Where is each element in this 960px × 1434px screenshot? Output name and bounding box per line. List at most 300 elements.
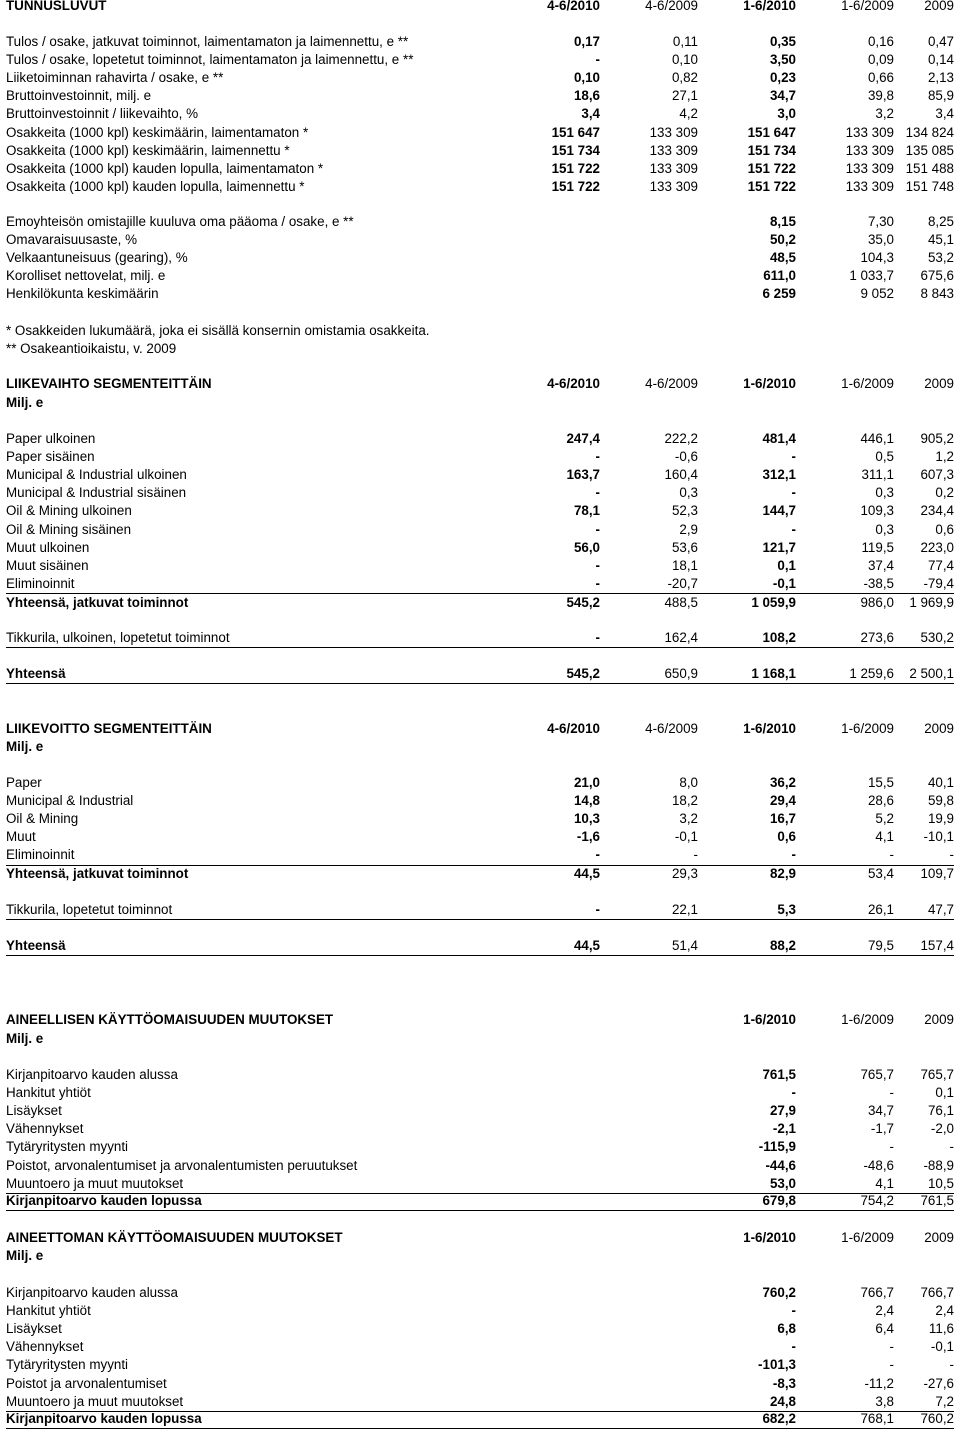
row-value: 10,3 <box>573 811 600 827</box>
row-value: 905,2 <box>920 431 954 446</box>
column-header: 1-6/2009 <box>841 1230 894 1245</box>
row-value: -38,5 <box>863 575 894 591</box>
row-value: 53,6 <box>671 539 698 555</box>
row-label: Oil & Mining sisäinen <box>6 521 132 537</box>
unit-label: Milj. e <box>6 739 44 754</box>
table-row <box>6 575 954 594</box>
unit-row <box>6 1030 954 1048</box>
discontinued-row <box>6 629 954 648</box>
row-value: - <box>949 1357 954 1373</box>
table-row <box>6 539 954 557</box>
row-value: 5,3 <box>777 902 796 917</box>
section-header-row <box>6 0 954 15</box>
row-value: 247,4 <box>566 431 600 446</box>
row-value: 11,6 <box>928 1321 954 1337</box>
row-value: 1 033,7 <box>849 268 894 284</box>
row-value: -0,1 <box>674 829 698 845</box>
row-value: 76,1 <box>927 1103 954 1119</box>
unit-row <box>6 1247 954 1265</box>
row-label: Tulos / osake, lopetetut toiminnot, laimentamaton ja laimennettu, e ** <box>6 52 414 68</box>
table-row <box>6 846 954 865</box>
row-value: 14,8 <box>573 793 600 809</box>
row-value: 133 309 <box>845 160 894 176</box>
row-value: 223,0 <box>920 539 954 555</box>
table-row <box>6 160 954 178</box>
row-value: 44,5 <box>573 938 600 953</box>
row-value: 2,9 <box>679 521 698 537</box>
row-value: 47,7 <box>927 902 954 917</box>
row-value: - <box>791 521 796 537</box>
row-value: 675,6 <box>920 268 954 284</box>
column-header: 1-6/2010 <box>743 1012 796 1027</box>
row-value: 48,5 <box>769 250 796 266</box>
row-value: 0,2 <box>935 485 954 501</box>
column-header: 1-6/2009 <box>841 0 894 13</box>
row-value: - <box>693 847 698 863</box>
row-value: 1 969,9 <box>909 595 954 610</box>
row-value: 3,2 <box>875 106 894 122</box>
table-row <box>6 87 954 105</box>
row-value: 760,2 <box>762 1285 796 1300</box>
row-value: - <box>595 847 600 863</box>
row-label: Municipal & Industrial <box>6 793 134 809</box>
row-value: 151 734 <box>747 142 796 158</box>
row-value: - <box>889 1339 894 1355</box>
row-value: -79,4 <box>923 575 954 591</box>
row-label: Paper sisäinen <box>6 449 95 465</box>
row-value: 481,4 <box>762 431 796 446</box>
table-row <box>6 142 954 160</box>
table-row <box>6 1084 954 1102</box>
row-value: 761,5 <box>762 1067 796 1082</box>
unit-label: Milj. e <box>6 1031 44 1046</box>
table-row <box>6 1302 954 1320</box>
column-header: 1-6/2010 <box>743 0 796 13</box>
column-header: 4-6/2010 <box>547 376 600 391</box>
row-label: Osakkeita (1000 kpl) kauden lopulla, laimennettu * <box>6 178 305 194</box>
row-label: Paper <box>6 775 42 790</box>
unit-row <box>6 738 954 756</box>
row-value: 133 309 <box>845 124 894 140</box>
row-label: Kirjanpitoarvo kauden lopussa <box>6 1193 202 1208</box>
row-value: - <box>889 1085 894 1101</box>
row-value: - <box>791 449 796 465</box>
row-value: 4,1 <box>875 829 894 845</box>
row-value: -101,3 <box>758 1357 796 1373</box>
row-value: 3,2 <box>679 811 698 827</box>
row-label: Yhteensä, jatkuvat toiminnot <box>6 595 189 610</box>
table-row <box>6 1375 954 1393</box>
table-row <box>6 1356 954 1374</box>
row-value: 7,30 <box>867 214 894 229</box>
table-row <box>6 828 954 846</box>
row-value: 8,0 <box>679 775 698 790</box>
table-row <box>6 178 954 196</box>
row-value: 2,4 <box>935 1303 954 1319</box>
row-value: 0,3 <box>875 485 894 501</box>
row-value: 53,0 <box>769 1175 796 1191</box>
row-value: - <box>595 902 600 917</box>
row-value: 6,8 <box>777 1321 796 1337</box>
row-label: Vähennykset <box>6 1121 84 1137</box>
table-row <box>6 430 954 448</box>
row-label: Poistot ja arvonalentumiset <box>6 1375 167 1391</box>
row-value: -11,2 <box>864 1375 894 1391</box>
row-value: 133 309 <box>649 160 698 176</box>
row-value: - <box>595 630 600 645</box>
row-value: 162,4 <box>664 630 698 645</box>
row-value: 51,4 <box>671 938 698 953</box>
row-value: 108,2 <box>762 630 796 645</box>
row-label: Muut <box>6 829 36 845</box>
row-value: 18,1 <box>671 557 698 573</box>
row-value: 29,4 <box>769 793 796 809</box>
column-header: 1-6/2009 <box>841 721 894 736</box>
row-value: -88,9 <box>923 1157 954 1173</box>
table-row <box>6 484 954 502</box>
row-value: 5,2 <box>875 811 894 827</box>
column-header: 4-6/2010 <box>547 0 600 13</box>
footnote-text: ** Osakeantioikaistu, v. 2009 <box>6 341 177 357</box>
row-label: Osakkeita (1000 kpl) kauden lopulla, laimentamaton * <box>6 160 324 176</box>
row-label: Muut ulkoinen <box>6 539 90 555</box>
row-value: - <box>791 1085 796 1101</box>
table-row <box>6 285 954 303</box>
row-value: 0,6 <box>777 829 796 845</box>
row-value: 8 843 <box>920 286 954 302</box>
row-value: 133 309 <box>845 142 894 158</box>
row-value: 134 824 <box>905 124 954 140</box>
row-label: Eliminoinnit <box>6 575 75 591</box>
table-row <box>6 105 954 123</box>
subtotal-row <box>6 865 954 883</box>
row-label: Emoyhteisön omistajille kuuluva oma pääoma / osake, e ** <box>6 214 354 229</box>
row-value: 133 309 <box>845 178 894 194</box>
row-value: 40,1 <box>927 775 954 790</box>
row-value: 39,8 <box>867 88 894 104</box>
footnote-text: * Osakkeiden lukumäärä, joka ei sisällä konsernin omistamia osakkeita. <box>6 323 430 338</box>
row-value: - <box>595 485 600 501</box>
row-value: - <box>595 449 600 465</box>
row-value: 3,4 <box>935 106 954 122</box>
row-value: 3,50 <box>769 52 796 68</box>
row-label: Osakkeita (1000 kpl) keskimäärin, laimennettu * <box>6 142 290 158</box>
row-value: 50,2 <box>769 232 796 248</box>
table-row <box>6 448 954 466</box>
section-title: AINEETTOMAN KÄYTTÖOMAISUUDEN MUUTOKSET <box>6 1230 343 1245</box>
row-label: Omavaraisuusaste, % <box>6 232 137 248</box>
row-value: 22,1 <box>671 902 698 917</box>
row-value: 679,8 <box>762 1193 796 1208</box>
row-value: -8,3 <box>772 1375 796 1391</box>
table-row <box>6 33 954 51</box>
row-value: 4,1 <box>875 1175 894 1191</box>
row-value: 35,0 <box>867 232 894 248</box>
row-value: 133 309 <box>649 124 698 140</box>
row-value: 1 059,9 <box>751 595 796 610</box>
row-value: 151 722 <box>551 178 600 194</box>
row-value: 4,2 <box>679 106 698 122</box>
row-label: Kirjanpitoarvo kauden alussa <box>6 1067 178 1082</box>
row-label: Oil & Mining <box>6 811 79 827</box>
column-header: 4-6/2009 <box>645 721 698 736</box>
column-header: 1-6/2009 <box>841 1012 894 1027</box>
row-value: 18,6 <box>573 88 600 104</box>
row-value: 37,4 <box>867 557 894 573</box>
table-row <box>6 557 954 575</box>
row-value: 0,23 <box>769 70 796 86</box>
row-value: 151 722 <box>747 160 796 176</box>
column-header: 2009 <box>924 0 954 13</box>
column-header: 2009 <box>924 1012 954 1027</box>
row-value: 135 085 <box>905 142 954 158</box>
section-title: TUNNUSLUVUT <box>6 0 107 13</box>
unit-row <box>6 394 954 412</box>
row-label: Tikkurila, ulkoinen, lopetetut toiminnot <box>6 630 230 645</box>
row-value: 273,6 <box>860 630 894 645</box>
table-row <box>6 1138 954 1156</box>
row-value: 133 309 <box>649 142 698 158</box>
row-value: 312,1 <box>762 467 796 483</box>
row-value: 3,8 <box>875 1393 894 1409</box>
row-value: 151 722 <box>551 160 600 176</box>
row-value: 0,16 <box>867 34 894 49</box>
table-row <box>6 1338 954 1356</box>
row-value: - <box>791 847 796 863</box>
row-value: -44,6 <box>765 1157 796 1173</box>
section-header-row <box>6 1011 954 1029</box>
row-value: - <box>595 557 600 573</box>
column-header: 1-6/2010 <box>743 376 796 391</box>
column-header: 1-6/2010 <box>743 721 796 736</box>
row-label: Lisäykset <box>6 1321 62 1337</box>
row-value: 53,4 <box>867 866 894 881</box>
row-value: 27,1 <box>671 88 698 104</box>
row-value: 765,7 <box>920 1067 954 1082</box>
row-value: 56,0 <box>573 539 600 555</box>
discontinued-row <box>6 901 954 920</box>
footnote <box>6 322 954 340</box>
table-row <box>6 1320 954 1338</box>
row-value: 488,5 <box>664 595 698 610</box>
row-value: 0,3 <box>875 521 894 537</box>
total-row <box>6 665 954 684</box>
row-value: 1 168,1 <box>751 666 796 681</box>
table-row <box>6 1284 954 1302</box>
row-value: -2,0 <box>930 1121 954 1137</box>
row-label: Tikkurila, lopetetut toiminnot <box>6 902 173 917</box>
row-value: 0,10 <box>573 70 600 86</box>
row-value: 88,2 <box>769 938 796 953</box>
row-value: 27,9 <box>769 1103 796 1119</box>
row-value: 986,0 <box>860 595 894 610</box>
row-value: - <box>949 847 954 863</box>
column-header: 2009 <box>924 721 954 736</box>
row-label: Tulos / osake, jatkuvat toiminnot, laimentamaton ja laimennettu, e ** <box>6 34 409 49</box>
row-value: 2,13 <box>927 70 954 86</box>
row-label: Liiketoiminnan rahavirta / osake, e ** <box>6 70 224 86</box>
row-value: 34,7 <box>769 88 796 104</box>
row-value: 0,14 <box>927 52 954 68</box>
row-value: 109,7 <box>920 866 954 881</box>
row-value: 6,4 <box>875 1321 894 1337</box>
row-value: 53,2 <box>927 250 954 266</box>
row-value: 545,2 <box>566 666 600 681</box>
row-value: 78,1 <box>573 503 600 519</box>
section-title: LIIKEVOITTO SEGMENTEITTÄIN <box>6 721 212 736</box>
row-value: - <box>889 1139 894 1155</box>
row-value: 28,6 <box>867 793 894 809</box>
row-value: 1,2 <box>935 449 954 465</box>
row-value: 0,09 <box>867 52 894 68</box>
table-row <box>6 774 954 792</box>
row-label: Yhteensä, jatkuvat toiminnot <box>6 866 189 881</box>
row-value: -48,6 <box>863 1157 894 1173</box>
row-label: Kirjanpitoarvo kauden lopussa <box>6 1411 202 1426</box>
row-value: 766,7 <box>920 1285 954 1300</box>
row-value: 754,2 <box>860 1193 894 1208</box>
row-value: 611,0 <box>763 268 796 284</box>
row-value: - <box>889 847 894 863</box>
row-value: 760,2 <box>920 1411 954 1426</box>
row-value: 8,15 <box>769 214 796 229</box>
row-value: - <box>791 485 796 501</box>
row-value: 766,7 <box>860 1285 894 1300</box>
row-value: 2 500,1 <box>909 666 954 681</box>
row-value: - <box>949 1139 954 1155</box>
row-value: 6 259 <box>762 286 796 302</box>
row-value: 24,8 <box>769 1393 796 1409</box>
row-label: Oil & Mining ulkoinen <box>6 503 132 519</box>
row-value: - <box>595 521 600 537</box>
row-value: 160,4 <box>664 467 698 483</box>
row-value: 0,35 <box>769 34 796 49</box>
row-value: 104,3 <box>860 250 894 266</box>
table-row <box>6 466 954 484</box>
table-row <box>6 69 954 87</box>
row-value: 0,10 <box>671 52 698 68</box>
row-label: Yhteensä <box>6 666 66 681</box>
row-value: 3,4 <box>581 106 600 122</box>
row-value: -0,6 <box>674 449 698 465</box>
row-value: -27,6 <box>923 1375 954 1391</box>
section-header-row <box>6 720 954 738</box>
row-value: 82,9 <box>769 866 796 881</box>
column-header: 4-6/2009 <box>645 376 698 391</box>
row-value: 16,7 <box>769 811 796 827</box>
table-row <box>6 1120 954 1138</box>
row-value: 15,5 <box>867 775 894 790</box>
row-value: 151 647 <box>551 124 600 140</box>
column-header: 2009 <box>924 376 954 391</box>
row-value: 650,9 <box>664 666 698 681</box>
row-label: Eliminoinnit <box>6 847 75 863</box>
row-label: Lisäykset <box>6 1103 62 1119</box>
column-header: 2009 <box>924 1230 954 1245</box>
row-value: 0,6 <box>935 521 954 537</box>
table-row <box>6 124 954 142</box>
row-value: 234,4 <box>920 503 954 519</box>
row-value: 0,82 <box>671 70 698 86</box>
section-title: LIIKEVAIHTO SEGMENTEITTÄIN <box>6 376 212 391</box>
row-value: 545,2 <box>566 595 600 610</box>
row-value: 3,0 <box>777 106 796 122</box>
unit-label: Milj. e <box>6 395 44 410</box>
table-row <box>6 231 954 249</box>
row-label: Muuntoero ja muut muutokset <box>6 1393 184 1409</box>
table-row <box>6 267 954 285</box>
row-label: Osakkeita (1000 kpl) keskimäärin, laimentamaton * <box>6 124 309 140</box>
row-value: 26,1 <box>867 902 894 917</box>
row-label: Paper ulkoinen <box>6 431 96 446</box>
row-label: Kirjanpitoarvo kauden alussa <box>6 1285 178 1300</box>
row-value: -1,7 <box>870 1121 894 1137</box>
footnote <box>6 340 954 358</box>
row-value: 151 748 <box>905 178 954 194</box>
row-value: 18,2 <box>671 793 698 809</box>
row-label: Velkaantuneisuus (gearing), % <box>6 250 188 266</box>
row-value: 0,47 <box>927 34 954 49</box>
row-value: 121,7 <box>762 539 796 555</box>
row-value: 29,3 <box>671 866 698 881</box>
row-value: 10,5 <box>927 1175 954 1191</box>
row-value: 1 259,6 <box>849 666 894 681</box>
row-label: Poistot, arvonalentumiset ja arvonalentumisten peruutukset <box>6 1157 358 1173</box>
row-value: 151 647 <box>747 124 796 140</box>
row-value: - <box>791 1303 796 1319</box>
row-value: 446,1 <box>860 431 894 446</box>
row-value: 0,66 <box>867 70 894 86</box>
table-row <box>6 502 954 520</box>
row-value: 34,7 <box>867 1103 894 1119</box>
row-value: -1,6 <box>576 829 600 845</box>
row-value: 21,0 <box>573 775 600 790</box>
row-value: 2,4 <box>875 1303 894 1319</box>
section-title: AINEELLISEN KÄYTTÖOMAISUUDEN MUUTOKSET <box>6 1012 334 1027</box>
row-label: Municipal & Industrial sisäinen <box>6 485 187 501</box>
row-label: Bruttoinvestoinnit / liikevaihto, % <box>6 106 199 122</box>
row-value: 0,1 <box>777 557 796 573</box>
row-value: 45,1 <box>927 232 954 248</box>
table-row <box>6 792 954 810</box>
row-label: Yhteensä <box>6 938 66 953</box>
row-value: -2,1 <box>772 1121 796 1137</box>
row-value: - <box>595 52 600 68</box>
row-value: -10,1 <box>923 829 954 845</box>
row-label: Tytäryritysten myynti <box>6 1357 129 1373</box>
row-value: 222,2 <box>664 431 698 446</box>
row-value: -0,1 <box>772 575 796 591</box>
row-label: Hankitut yhtiöt <box>6 1085 91 1101</box>
column-header: 4-6/2010 <box>547 721 600 736</box>
row-label: Hankitut yhtiöt <box>6 1303 91 1319</box>
row-value: -0,1 <box>930 1339 954 1355</box>
row-value: 157,4 <box>920 938 954 953</box>
row-value: -115,9 <box>758 1139 796 1155</box>
row-value: 119,5 <box>861 539 894 555</box>
total-row <box>6 1192 954 1211</box>
row-label: Tytäryritysten myynti <box>6 1139 129 1155</box>
row-label: Municipal & Industrial ulkoinen <box>6 467 187 483</box>
row-value: 144,7 <box>762 503 796 519</box>
row-value: 765,7 <box>860 1067 894 1082</box>
row-value: 52,3 <box>671 503 698 519</box>
section-header-row <box>6 375 954 393</box>
row-label: Korolliset nettovelat, milj. e <box>6 268 166 284</box>
row-value: 8,25 <box>927 214 954 229</box>
column-header: 1-6/2009 <box>841 376 894 391</box>
row-value: 0,17 <box>573 34 600 49</box>
